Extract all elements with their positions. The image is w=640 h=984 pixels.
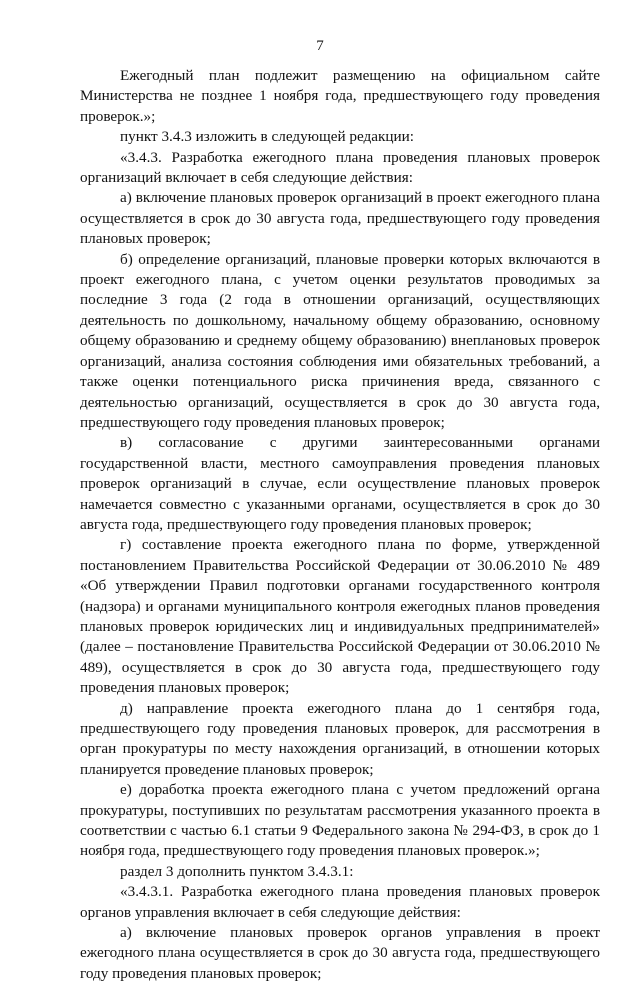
paragraph-3-4-3: «3.4.3. Разработка ежегодного плана проведения плановых проверок организаций включает в себя следующие действия: <box>80 148 600 187</box>
paragraph-intro: Ежегодный план подлежит размещению на официальном сайте Министерства не позднее 1 ноября года, предшествующего году проведения проверок.»; <box>80 67 600 125</box>
paragraph-3-4-3-1-item-a: а) включение плановых проверок органов управления в проект ежегодного плана осуществляется в срок до 30 августа года, предшествующего году проведения плановых проверок; <box>80 924 600 982</box>
paragraph-section-3-add: раздел 3 дополнить пунктом 3.4.3.1: <box>120 862 354 880</box>
page-number: 7 <box>316 38 324 54</box>
paragraph-item-v: в) согласование с другими заинтересованными органами государственной власти, местного самоуправления проведения плановых проверок организаций в случае, если осуществление плановых проверок намечается совместно с указанными органами, осуществляется в срок до 30 августа года, предшествующего году проведения плановых проверок; <box>80 434 600 533</box>
paragraph-item-b: б) определение организаций, плановые проверки которых включаются в проект ежегодного плана, с учетом оценки результатов проводимых за последние 3 года (2 года в отношении организаций, осуществляющих деятельность по дошкольному, начальному общему образованию, основному общему образованию и среднему общему образованию) внеплановых проверок организаций, анализа состояния соблюдения ими обязательных требований, а также оценки потенциального риска причинения вреда, связанного с деятельностью организаций, осуществляется в срок до 30 августа года, предшествующего году проведения плановых проверок; <box>80 250 600 431</box>
paragraph-3-4-3-1: «3.4.3.1. Разработка ежегодного плана проведения плановых проверок органов управления включает в себя следующие действия: <box>80 883 600 921</box>
paragraph-item-a: а) включение плановых проверок организаций в проект ежегодного плана осуществляется в срок до 30 августа года, предшествующего году проведения плановых проверок; <box>80 189 600 248</box>
document-body <box>80 66 600 984</box>
paragraph-item-d: д) направление проекта ежегодного плана до 1 сентября года, предшествующего году проведения плановых проверок, для рассмотрения в орган прокуратуры по месту нахождения организаций, в отношении которых планируется проведение плановых проверок; <box>80 699 600 778</box>
paragraph-amend-3-4-3: пункт 3.4.3 изложить в следующей редакции: <box>120 128 414 146</box>
paragraph-item-g: г) составление проекта ежегодного плана по форме, утвержденной постановлением Правительства Российской Федерации от 30.06.2010 № 489 «Об утверждении Правил подготовки органами государственного контроля (надзора) и органами муниципального контроля ежегодных планов проведения плановых проверок юридических лиц и индивидуальных предпринимателей» (далее – постановление Правительства Российской Федерации от 30.06.2010 № 489), осуществляется в срок до 30 августа года, предшествующего году проведения плановых проверок; <box>80 536 600 697</box>
paragraph-item-e: е) доработка проекта ежегодного плана с учетом предложений органа прокуратуры, поступивших по результатам рассмотрения указанного проекта в соответствии с частью 6.1 статьи 9 Федерального закона № 294-ФЗ, в срок до 1 ноября года, предшествующего году проведения плановых проверок.»; <box>80 781 600 860</box>
